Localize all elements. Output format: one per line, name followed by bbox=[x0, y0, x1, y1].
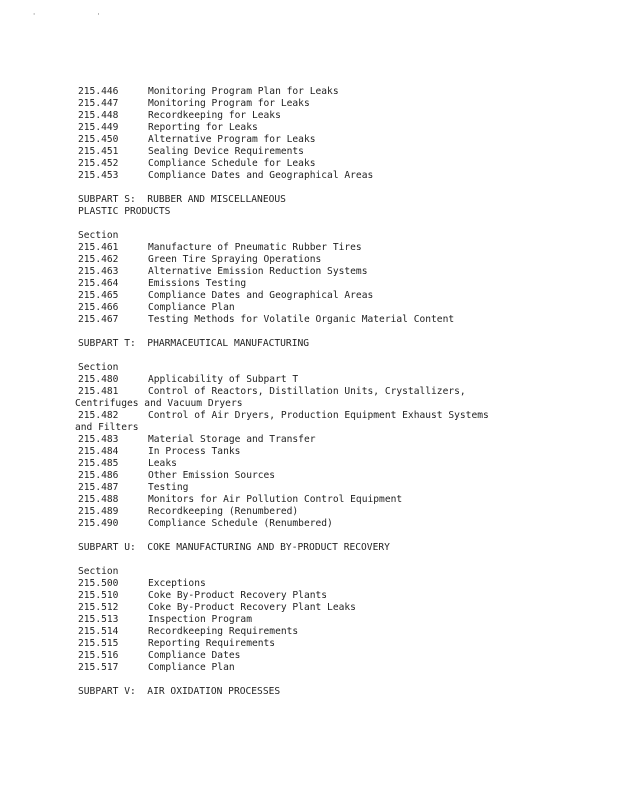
section-title-continuation: and Filters bbox=[75, 422, 139, 433]
section-title: Applicability of Subpart T bbox=[148, 374, 299, 385]
section-number: 215.482 bbox=[78, 410, 119, 421]
section-title: Testing bbox=[148, 482, 189, 493]
section-title-continuation: Centrifuges and Vacuum Dryers bbox=[75, 398, 243, 409]
section-number: 215.463 bbox=[78, 266, 119, 277]
blank-line bbox=[78, 218, 598, 230]
section-title: Compliance Dates bbox=[148, 650, 241, 661]
toc-row bbox=[78, 374, 598, 386]
toc-row bbox=[78, 482, 598, 494]
section-title: Control of Reactors, Distillation Units, Crystallizers, bbox=[148, 386, 466, 397]
section-title: Emissions Testing bbox=[148, 278, 247, 289]
toc-row bbox=[78, 122, 598, 134]
section-number: 215.449 bbox=[78, 122, 119, 133]
section-title: In Process Tanks bbox=[148, 446, 241, 457]
section-number: 215.490 bbox=[78, 518, 119, 529]
section-number: 215.447 bbox=[78, 98, 119, 109]
section-number: 215.485 bbox=[78, 458, 119, 469]
blank-line bbox=[78, 554, 598, 566]
blank-line bbox=[78, 674, 598, 686]
toc-row bbox=[78, 602, 598, 614]
section-number: 215.486 bbox=[78, 470, 119, 481]
section-title: Testing Methods for Volatile Organic Material Content bbox=[148, 314, 455, 325]
section-title: Compliance Dates and Geographical Areas bbox=[148, 290, 374, 301]
section-number: 215.487 bbox=[78, 482, 119, 493]
section-number: 215.450 bbox=[78, 134, 119, 145]
blank-line bbox=[78, 350, 598, 362]
toc-row bbox=[78, 518, 598, 530]
section-title: Alternative Program for Leaks bbox=[148, 134, 316, 145]
toc-row bbox=[78, 662, 598, 674]
section-title: Compliance Dates and Geographical Areas bbox=[148, 170, 374, 181]
toc-row bbox=[78, 146, 598, 158]
section-number: 215.461 bbox=[78, 242, 119, 253]
section-number: 215.488 bbox=[78, 494, 119, 505]
section-title: Green Tire Spraying Operations bbox=[148, 254, 322, 265]
section-number: 215.448 bbox=[78, 110, 119, 121]
toc-row bbox=[78, 158, 598, 170]
subpart-heading: PLASTIC PRODUCTS bbox=[78, 206, 171, 217]
toc-row bbox=[78, 290, 598, 302]
section-title: Compliance Schedule for Leaks bbox=[148, 158, 316, 169]
section-title: Coke By-Product Recovery Plants bbox=[148, 590, 328, 601]
section-number: 215.462 bbox=[78, 254, 119, 265]
toc-row bbox=[78, 98, 598, 110]
toc-row bbox=[78, 446, 598, 458]
section-title: Monitoring Program Plan for Leaks bbox=[148, 86, 339, 97]
toc-row bbox=[78, 134, 598, 146]
toc-row bbox=[78, 254, 598, 266]
section-title: Monitors for Air Pollution Control Equipment bbox=[148, 494, 403, 505]
section-number: 215.466 bbox=[78, 302, 119, 313]
section-title: Recordkeeping Requirements bbox=[148, 626, 299, 637]
section-label: Section bbox=[78, 230, 119, 241]
section-title: Control of Air Dryers, Production Equipment Exhaust Systems bbox=[148, 410, 489, 421]
toc-row bbox=[78, 638, 598, 650]
toc-row bbox=[78, 470, 598, 482]
document-page bbox=[75, 86, 598, 698]
section-title: Coke By-Product Recovery Plant Leaks bbox=[148, 602, 356, 613]
section-title: Other Emission Sources bbox=[148, 470, 276, 481]
section-title: Compliance Plan bbox=[148, 662, 235, 673]
section-title: Compliance Schedule (Renumbered) bbox=[148, 518, 333, 529]
subpart-heading: SUBPART V: AIR OXIDATION PROCESSES bbox=[78, 686, 281, 697]
section-title: Recordkeeping for Leaks bbox=[148, 110, 281, 121]
section-title: Manufacture of Pneumatic Rubber Tires bbox=[148, 242, 362, 253]
section-number: 215.515 bbox=[78, 638, 119, 649]
section-title: Exceptions bbox=[148, 578, 206, 589]
toc-row bbox=[78, 266, 598, 278]
section-number: 215.510 bbox=[78, 590, 119, 601]
section-title: Recordkeeping (Renumbered) bbox=[148, 506, 299, 517]
toc-row bbox=[78, 626, 598, 638]
toc-row bbox=[78, 650, 598, 662]
toc-row bbox=[78, 170, 598, 182]
toc-row bbox=[78, 386, 598, 398]
blank-line bbox=[78, 326, 598, 338]
section-number: 215.467 bbox=[78, 314, 119, 325]
toc-row bbox=[78, 314, 598, 326]
toc-row bbox=[78, 578, 598, 590]
toc-row bbox=[78, 410, 598, 422]
section-number: 215.512 bbox=[78, 602, 119, 613]
blank-line bbox=[78, 530, 598, 542]
toc-row bbox=[78, 434, 598, 446]
toc-row bbox=[78, 494, 598, 506]
toc-row bbox=[78, 278, 598, 290]
toc-row bbox=[78, 614, 598, 626]
section-number: 215.464 bbox=[78, 278, 119, 289]
section-title: Monitoring Program for Leaks bbox=[148, 98, 310, 109]
section-number: 215.500 bbox=[78, 578, 119, 589]
section-title: Sealing Device Requirements bbox=[148, 146, 304, 157]
section-number: 215.465 bbox=[78, 290, 119, 301]
section-number: 215.517 bbox=[78, 662, 119, 673]
section-title: Reporting Requirements bbox=[148, 638, 276, 649]
subpart-heading: SUBPART S: RUBBER AND MISCELLANEOUS bbox=[78, 194, 286, 205]
section-number: 215.446 bbox=[78, 86, 119, 97]
toc-row bbox=[78, 242, 598, 254]
section-title: Leaks bbox=[148, 458, 177, 469]
section-number: 215.481 bbox=[78, 386, 119, 397]
section-number: 215.453 bbox=[78, 170, 119, 181]
section-number: 215.452 bbox=[78, 158, 119, 169]
section-number: 215.489 bbox=[78, 506, 119, 517]
toc-row bbox=[78, 302, 598, 314]
toc-row bbox=[78, 506, 598, 518]
toc-row bbox=[78, 110, 598, 122]
section-title: Inspection Program bbox=[148, 614, 252, 625]
section-title: Material Storage and Transfer bbox=[148, 434, 316, 445]
toc-row bbox=[78, 590, 598, 602]
section-title: Alternative Emission Reduction Systems bbox=[148, 266, 368, 277]
section-title: Reporting for Leaks bbox=[148, 122, 258, 133]
toc-row bbox=[78, 86, 598, 98]
scan-specks: ' ' bbox=[32, 12, 129, 20]
section-number: 215.483 bbox=[78, 434, 119, 445]
subpart-heading: SUBPART U: COKE MANUFACTURING AND BY-PRODUCT RECOVERY bbox=[78, 542, 390, 553]
section-label: Section bbox=[78, 362, 119, 373]
section-number: 215.516 bbox=[78, 650, 119, 661]
blank-line bbox=[78, 182, 598, 194]
section-number: 215.451 bbox=[78, 146, 119, 157]
subpart-heading: SUBPART T: PHARMACEUTICAL MANUFACTURING bbox=[78, 338, 310, 349]
toc-row bbox=[78, 458, 598, 470]
section-number: 215.484 bbox=[78, 446, 119, 457]
section-number: 215.514 bbox=[78, 626, 119, 637]
section-label: Section bbox=[78, 566, 119, 577]
section-number: 215.480 bbox=[78, 374, 119, 385]
section-number: 215.513 bbox=[78, 614, 119, 625]
section-title: Compliance Plan bbox=[148, 302, 235, 313]
